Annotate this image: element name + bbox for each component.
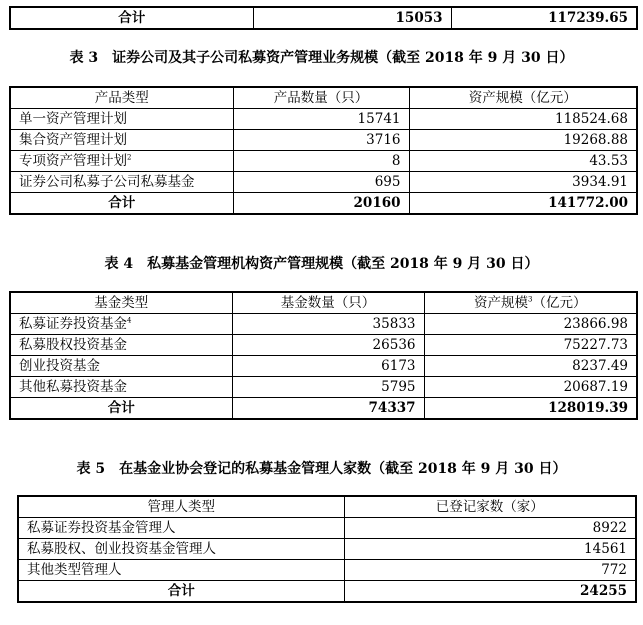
row-scale: 23866.98 [424,314,637,335]
table-row-total [18,581,636,603]
total-label: 合计 [18,581,344,603]
header-fund-type: 基金类型 [10,292,232,314]
total-label: 合计 [10,398,232,420]
row-scale: 43.53 [409,151,637,172]
row-type-cell [10,314,232,335]
table-row [18,539,636,560]
total-count: 24255 [344,581,636,603]
total-count: 74337 [232,398,424,420]
row-type: 私募证券投资基金 [19,316,127,332]
row-count: 14561 [344,539,636,560]
row-count: 6173 [232,356,424,377]
table4-caption: 表 4 私募基金管理机构资产管理规模（截至 2018 年 9 月 30 日） [104,256,539,272]
row-scale: 8237.49 [424,356,637,377]
total-count: 20160 [233,193,409,215]
table-row [18,518,636,539]
row-type: 证券公司私募子公司私募基金 [10,172,233,193]
total-scale: 141772.00 [409,193,637,215]
table3 [9,86,638,215]
table2-total [9,6,638,30]
table3-caption: 表 3 证券公司及其子公司私募资产管理业务规模（截至 2018 年 9 月 30 日） [69,50,574,66]
header-asset-scale-cell [424,292,637,314]
table-row [10,172,637,193]
table-header-row [18,496,636,518]
row-type: 集合资产管理计划 [10,130,233,151]
header-product-type: 产品类型 [10,87,233,109]
row-count: 695 [233,172,409,193]
footnote-marker: 3 [528,295,533,304]
row-scale: 20687.19 [424,377,637,398]
row-type: 私募股权投资基金 [10,335,232,356]
row-count: 8 [233,151,409,172]
row-count: 26536 [232,335,424,356]
table-row [10,356,637,377]
footnote-marker: 2 [127,153,132,162]
header-registered-count: 已登记家数（家） [344,496,636,518]
header-asset-scale: 资产规模（亿元） [409,87,637,109]
row-type: 私募证券投资基金管理人 [18,518,344,539]
total-scale: 117239.65 [451,7,637,29]
row-type: 其他类型管理人 [18,560,344,581]
row-type: 专项资产管理计划 [19,153,127,169]
total-count: 15053 [253,7,451,29]
table-row-total [10,398,637,420]
table4 [9,291,638,420]
row-count: 5795 [232,377,424,398]
table-row [10,335,637,356]
table-row-total [10,193,637,215]
row-type-cell [10,151,233,172]
footnote-marker: 4 [127,316,132,325]
table-header-row [10,292,637,314]
row-count: 3716 [233,130,409,151]
total-label: 合计 [10,193,233,215]
header-product-count: 产品数量（只） [233,87,409,109]
header-asset-scale: 资产规模 [474,295,529,311]
row-type: 单一资产管理计划 [10,109,233,130]
table5 [17,495,637,603]
row-scale: 75227.73 [424,335,637,356]
table-row [10,377,637,398]
total-scale: 128019.39 [424,398,637,420]
row-count: 15741 [233,109,409,130]
row-scale: 3934.91 [409,172,637,193]
table-row [10,151,637,172]
table-row [10,314,637,335]
table-row [10,130,637,151]
row-type: 私募股权、创业投资基金管理人 [18,539,344,560]
row-type: 其他私募投资基金 [10,377,232,398]
row-type: 创业投资基金 [10,356,232,377]
row-count: 35833 [232,314,424,335]
header-fund-count: 基金数量（只） [232,292,424,314]
table-header-row [10,87,637,109]
row-count: 772 [344,560,636,581]
header-asset-scale-unit: （亿元） [532,295,587,311]
table-row-total [10,7,637,29]
total-label: 合计 [10,7,253,29]
table-row [18,560,636,581]
row-scale: 118524.68 [409,109,637,130]
header-manager-type: 管理人类型 [18,496,344,518]
table5-caption: 表 5 在基金业协会登记的私募基金管理人家数（截至 2018 年 9 月 30 日） [76,461,567,477]
row-scale: 19268.88 [409,130,637,151]
table-row [10,109,637,130]
row-count: 8922 [344,518,636,539]
